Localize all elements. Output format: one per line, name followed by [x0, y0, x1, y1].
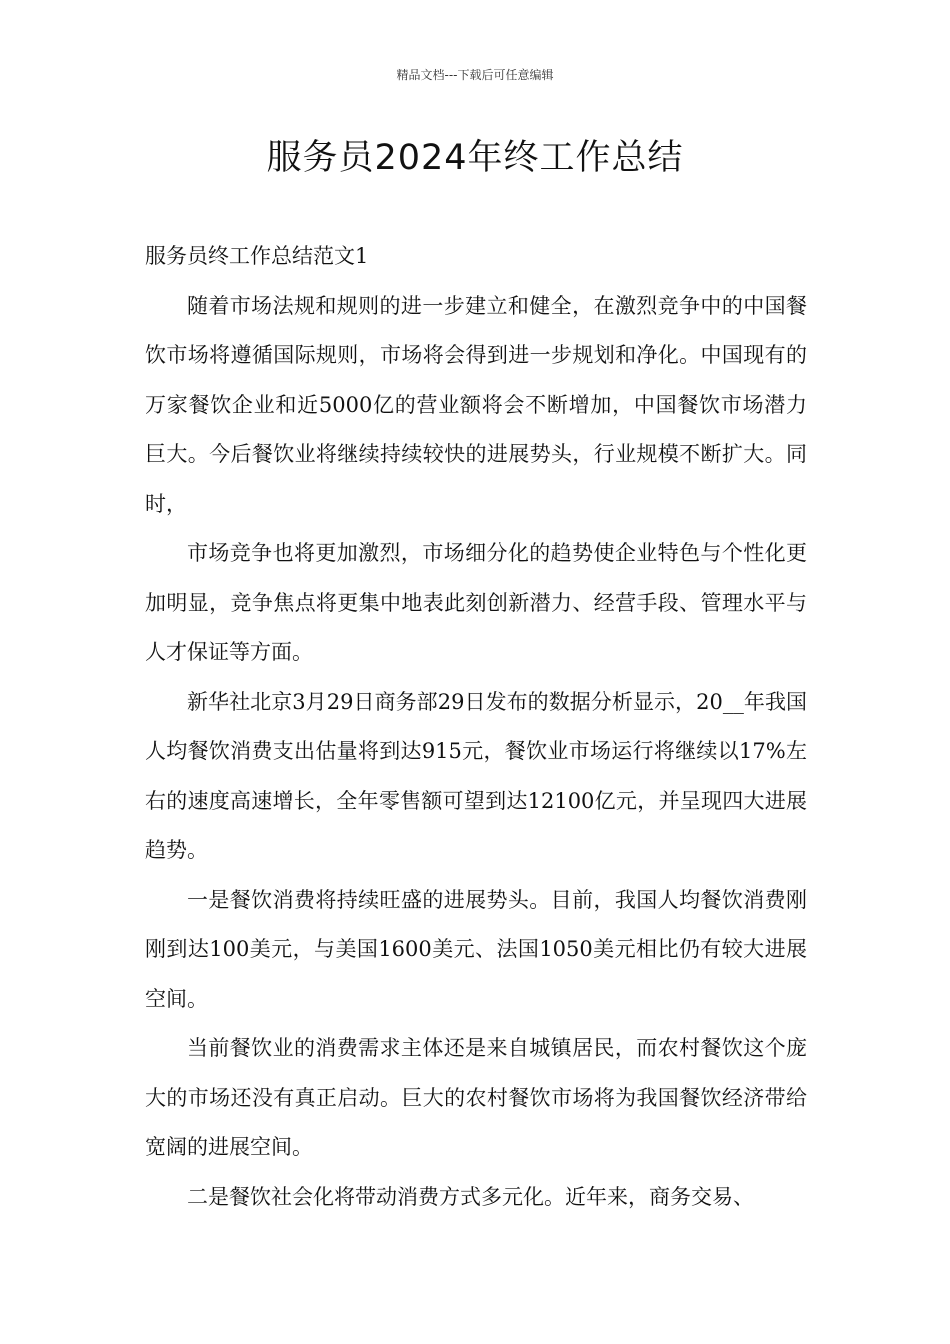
section-subheading: 服务员终工作总结范文1: [145, 244, 369, 268]
paragraph-2: 市场竞争也将更加激烈，市场细分化的趋势使企业特色与个性化更加明显，竞争焦点将更集中地表此刻创新潜力、经营手段、管理水平与人才保证等方面。: [145, 541, 807, 664]
document-body: [145, 232, 807, 1222]
paragraph-3: 新华社北京3月29日商务部29日发布的数据分析显示，20__年我国人均餐饮消费支出估量将到达915元，餐饮业市场运行将继续以17%左右的速度高速增长，全年零售额可望到达12100亿元，并呈现四大进展趋势。: [145, 689, 807, 862]
paragraph-1: 随着市场法规和规则的进一步建立和健全，在激烈竞争中的中国餐饮市场将遵循国际规则，市场将会得到进一步规划和净化。中国现有的万家餐饮企业和近5000亿的营业额将会不断增加，中国餐饮市场潜力巨大。今后餐饮业将继续持续较快的进展势头，行业规模不断扩大。同时，: [145, 293, 807, 516]
paragraph-6: 二是餐饮社会化将带动消费方式多元化。近年来，商务交易、: [187, 1184, 754, 1209]
paragraph-4: 一是餐饮消费将持续旺盛的进展势头。目前，我国人均餐饮消费刚刚到达100美元，与美国1600美元、法国1050美元相比仍有较大进展空间。: [145, 887, 807, 1011]
document-title: 服务员2024年终工作总结: [266, 138, 684, 178]
paragraph-5: 当前餐饮业的消费需求主体还是来自城镇居民，而农村餐饮这个庞大的市场还没有真正启动。巨大的农村餐饮市场将为我国餐饮经济带给宽阔的进展空间。: [145, 1036, 807, 1159]
header-note: 精品文档---下载后可任意编辑: [396, 68, 554, 82]
